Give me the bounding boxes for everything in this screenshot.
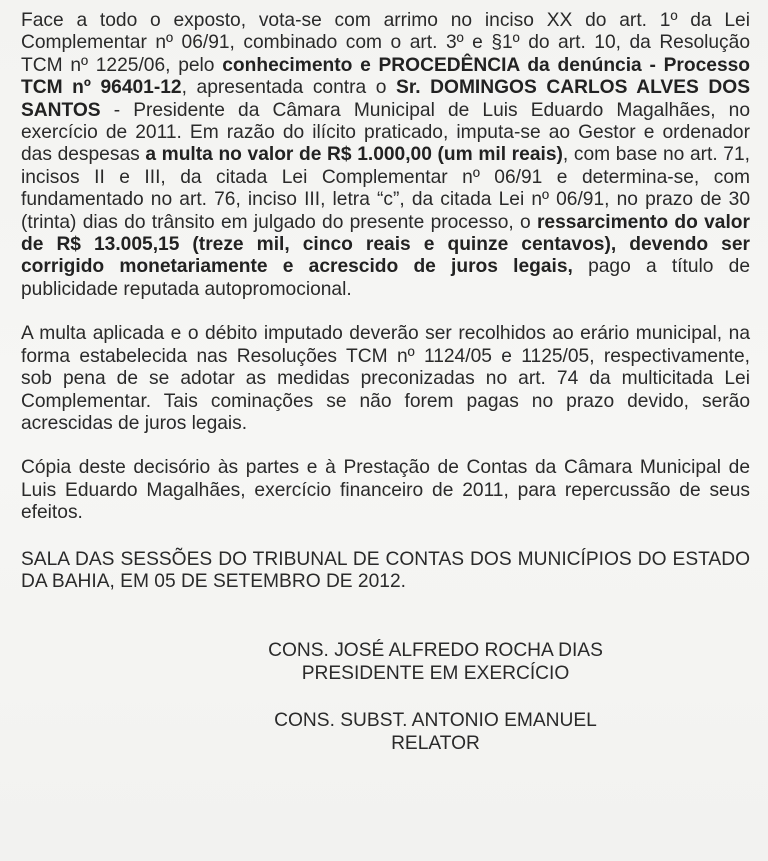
- decision-paragraph: [21, 10, 750, 301]
- signatory-role: PRESIDENTE EM EXERCÍCIO: [301, 663, 570, 685]
- paragraph-text: Face a todo o exposto, vota-se com arrimo no inciso XX do art. 1º da Lei Complementar nº 06/91, combinado com o art. 3º e §1º do art. 10, da Resolução TCM nº 1225/06, pelo: [21, 10, 750, 76]
- paragraph-text: - Presidente da Câmara Municipal de Luis Eduardo Magalhães, no exercício de 2011. Em razão do ilícito praticado, imputa-se ao Gestor e ordenador das despesas: [21, 99, 750, 166]
- signatory-role: RELATOR: [391, 733, 480, 755]
- copy-paragraph: Cópia deste decisório às partes e à Prestação de Contas da Câmara Municipal de Luis Eduardo Magalhães, exercício financeiro de 2011, para repercussão de seus efeitos.: [21, 457, 750, 524]
- bold-text: conhecimento e PROCEDÊNCIA da denúncia - Processo TCM nº 96401-12: [21, 54, 751, 99]
- session-paragraph: SALA DAS SESSÕES DO TRIBUNAL DE CONTAS DOS MUNICÍPIOS DO ESTADO DA BAHIA, EM 05 DE SETEMBRO DE 2012.: [21, 548, 750, 592]
- paragraph-text: , apresentada contra o: [181, 77, 397, 99]
- signature-block-president: [121, 639, 750, 685]
- signatory-name: CONS. JOSÉ ALFREDO ROCHA DIAS: [268, 640, 603, 662]
- paragraph-text: pago a título de publicidade reputada autopromocional.: [21, 256, 750, 300]
- bold-text: Sr. DOMINGOS CARLOS ALVES DOS SANTOS: [21, 77, 751, 121]
- signatory-name: CONS. SUBST. ANTONIO EMANUEL: [274, 710, 597, 732]
- paragraph-text: , com base no art. 71, incisos II e III, da citada Lei Complementar nº 06/91 e determina-se, com fundamentado no art. 76, inciso III, letra “c”, da citada Lei nº 06/91, no prazo de 30 (trinta) dias do trânsito em julgado do presente processo, o: [21, 144, 750, 233]
- payment-paragraph: A multa aplicada e o débito imputado deverão ser recolhidos ao erário municipal, na forma estabelecida nas Resoluções TCM nº 1124/05 e 1125/05, respectivamente, sob pena de se adotar as medidas preconizadas no art. 74 da multicitada Lei Complementar. Tais cominações se não forem pagas no prazo devido, serão acrescidas de juros legais.: [21, 323, 750, 434]
- bold-text: ressarcimento do valor de R$ 13.005,15 (treze mil, cinco reais e quinze centavos), devendo ser corrigido monetariamente e acrescido de juros legais,: [21, 211, 750, 278]
- bold-text: a multa no valor de R$ 1.000,00 (um mil reais): [145, 144, 563, 166]
- signature-block-rapporteur: [121, 709, 750, 755]
